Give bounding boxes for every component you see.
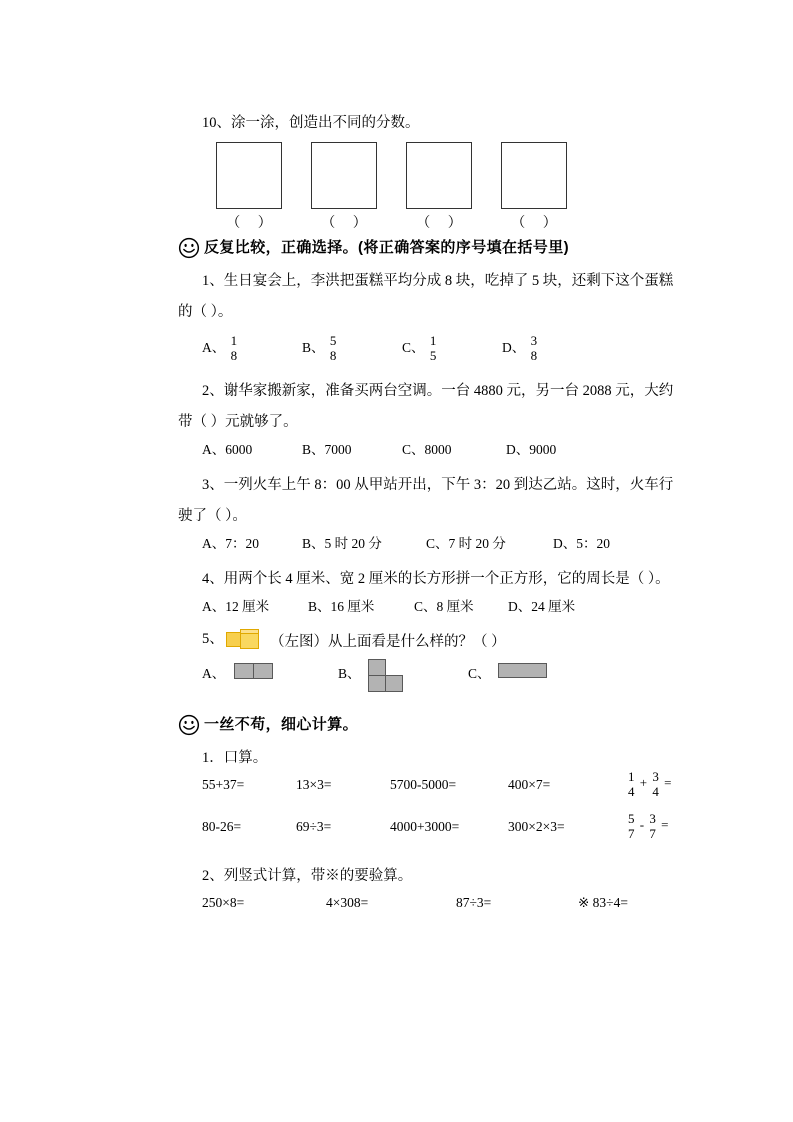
option-a-value: 12 厘米	[225, 599, 270, 614]
oral-item-2-4[interactable]: 300×2×3=	[508, 819, 565, 834]
shade-box-3-answer[interactable]: （ ）	[416, 216, 469, 231]
oral-item-1-3[interactable]: 5700-5000=	[390, 777, 457, 792]
oral-item-1-1[interactable]: 55+37=	[202, 777, 245, 792]
vertical-item-4[interactable]: ※ 83÷4=	[578, 895, 628, 910]
option-b-fraction	[330, 333, 337, 363]
oral-item-2-2[interactable]: 69÷3=	[296, 819, 332, 834]
shade-box-1-answer[interactable]: （ ）	[226, 216, 279, 231]
choice-section-title: 反复比较，正确选择。(将正确答案的序号填在括号里)	[204, 239, 569, 256]
option-d-letter: D、	[553, 536, 577, 551]
option-d-letter: D、	[506, 442, 530, 457]
question-3-option-d[interactable]	[553, 532, 610, 552]
yellow-block-shape-icon	[226, 629, 260, 651]
question-2-line-2[interactable]: 带（ ）元就够了。	[178, 414, 298, 430]
shade-box-3[interactable]	[406, 142, 472, 209]
oral-item-1-5-fraction-expression[interactable]	[626, 769, 671, 799]
option-d-numerator: 3	[530, 333, 538, 348]
oral-item-2-1[interactable]: 80-26=	[202, 819, 242, 834]
expr-2-equals: =	[661, 816, 669, 832]
option-a-letter: A、	[202, 536, 226, 551]
question-2-text: 谢华家搬新家，准备买两台空调。一台 4880 元，另一台 2088 元，大约	[223, 383, 674, 399]
vertical-calc-subheading: 2、列竖式计算，带※的要验算。	[202, 868, 413, 884]
question-1-option-d[interactable]	[502, 334, 539, 364]
option-b-value: 5 时 20 分	[324, 536, 382, 551]
smiley-face-icon	[178, 237, 200, 259]
question-10-title: 10、涂一涂，创造出不同的分数。	[202, 115, 420, 131]
oral-item-2-3[interactable]: 4000+3000=	[390, 819, 460, 834]
option-a-denominator: 8	[230, 348, 238, 363]
question-10-box-row	[178, 142, 723, 231]
expr-1-equals: =	[664, 774, 672, 790]
option-c-value: 8 厘米	[436, 599, 474, 614]
question-2-option-b[interactable]	[302, 438, 352, 458]
oral-item-1-4[interactable]: 400×7=	[508, 777, 551, 792]
oral-item-2-5-fraction-expression[interactable]	[626, 811, 668, 841]
option-a-letter: A、	[202, 442, 226, 457]
expr-1-operator: +	[639, 774, 648, 790]
vertical-item-2[interactable]: 4×308=	[326, 895, 369, 910]
option-d-value: 5：20	[576, 536, 610, 551]
vertical-calc-row	[178, 891, 723, 927]
expr-2-b-numerator: 3	[649, 811, 656, 826]
oral-calc-row-1	[178, 769, 723, 815]
question-3-options	[178, 532, 723, 564]
expr-1-a-denominator: 4	[628, 784, 635, 799]
option-d-value: 9000	[529, 442, 557, 457]
question-3-text: 一列火车上午 8：00 从甲站开出，下午 3：20 到达乙站。这时，火车行	[223, 477, 674, 493]
question-3-number: 3、	[202, 477, 224, 493]
option-c-denominator: 5	[429, 348, 437, 363]
option-d-fraction	[531, 333, 538, 363]
question-4-option-a[interactable]	[202, 595, 269, 615]
option-b-letter: B、	[308, 599, 331, 614]
option-c-numerator: 1	[429, 333, 437, 348]
option-c-letter: C、	[414, 599, 437, 614]
vertical-item-1[interactable]: 250×8=	[202, 895, 245, 910]
question-5-option-c-letter: C、	[468, 666, 491, 681]
question-5-options	[178, 657, 723, 703]
expr-2-first-fraction	[628, 811, 635, 841]
question-4-option-d[interactable]	[508, 595, 575, 615]
expr-2-b-denominator: 7	[649, 826, 656, 841]
question-5-option-a-letter: A、	[202, 666, 226, 681]
option-a-fraction	[231, 333, 238, 363]
shade-box-2[interactable]	[311, 142, 377, 209]
question-4-text[interactable]: 用两个长 4 厘米、宽 2 厘米的长方形拼一个正方形，它的周长是（ ）。	[223, 571, 670, 587]
question-3-line-1	[178, 470, 723, 501]
expr-1-a-numerator: 1	[628, 769, 635, 784]
option-b-value: 16 厘米	[330, 599, 375, 614]
question-5-text[interactable]: （左图）从上面看是什么样的？（ ）	[270, 634, 506, 650]
shade-box-4[interactable]	[501, 142, 567, 209]
option-a-letter: A、	[202, 599, 226, 614]
option-c-letter: C、	[426, 536, 449, 551]
question-1-option-b[interactable]	[302, 334, 338, 364]
option-a-value: 6000	[225, 442, 253, 457]
question-4-option-c[interactable]	[414, 595, 474, 615]
expr-1-second-fraction	[652, 769, 659, 799]
option-c-letter: C、	[402, 442, 425, 457]
expr-1-b-numerator: 3	[652, 769, 659, 784]
calc-section-header	[178, 713, 723, 743]
option-c-letter: C、	[402, 340, 425, 356]
question-4-number: 4、	[202, 571, 224, 587]
question-2-option-d[interactable]	[506, 438, 556, 458]
question-5-line	[178, 627, 723, 657]
expr-2-second-fraction	[649, 811, 656, 841]
question-2-options	[178, 438, 723, 470]
expr-2-a-denominator: 7	[628, 826, 635, 841]
option-d-letter: D、	[508, 599, 532, 614]
option-d-denominator: 8	[530, 348, 538, 363]
question-3-line-2[interactable]: 驶了（ ）。	[178, 508, 247, 524]
shade-box-4-answer[interactable]: （ ）	[511, 216, 564, 231]
question-2-line-1	[178, 376, 723, 407]
worksheet-content	[178, 110, 723, 927]
option-c-value: 7 时 20 分	[448, 536, 506, 551]
expr-1-first-fraction	[628, 769, 635, 799]
question-4-options	[178, 595, 723, 627]
expr-1-b-denominator: 4	[652, 784, 659, 799]
question-5-number: 5、	[202, 631, 224, 647]
question-2-option-c[interactable]	[402, 438, 452, 458]
question-1-number: 1、	[202, 273, 224, 289]
choice-section-header	[178, 236, 723, 266]
option-a-numerator: 1	[230, 333, 238, 348]
option-b-numerator: 5	[329, 333, 337, 348]
oral-calc-subheading: 1．口算。	[202, 750, 268, 766]
option-d-letter: D、	[502, 340, 526, 356]
shade-box-1[interactable]	[216, 142, 282, 209]
option-b-denominator: 8	[329, 348, 337, 363]
option-b-letter: B、	[302, 340, 325, 356]
question-2-option-a[interactable]	[202, 438, 252, 458]
question-1-option-a[interactable]	[202, 334, 239, 364]
vertical-item-3[interactable]: 87÷3=	[456, 895, 492, 910]
option-c-value: 8000	[424, 442, 452, 457]
question-3-option-c[interactable]	[426, 532, 506, 552]
option-b-letter: B、	[302, 442, 325, 457]
question-2-number: 2、	[202, 383, 224, 399]
question-1-line-2[interactable]: 的（ ）。	[178, 304, 233, 320]
oral-calc-row-2	[178, 811, 723, 857]
question-3-option-a[interactable]	[202, 532, 259, 552]
option-b-letter: B、	[302, 536, 325, 551]
option-d-value: 24 厘米	[531, 599, 576, 614]
question-4-option-b[interactable]	[308, 595, 374, 615]
shade-box-2-answer[interactable]: （ ）	[321, 216, 374, 231]
question-1-option-c[interactable]	[402, 334, 438, 364]
question-4-line-1	[178, 564, 723, 595]
option-a-letter: A、	[202, 340, 226, 356]
option-a-value: 7：20	[225, 536, 259, 551]
question-1-line-1	[178, 266, 723, 297]
question-3-option-b[interactable]	[302, 532, 382, 552]
expr-2-operator: -	[639, 816, 645, 832]
question-1-options	[178, 328, 723, 376]
question-1-text: 生日宴会上，李洪把蛋糕平均分成 8 块，吃掉了 5 块，还剩下这个蛋糕	[223, 273, 674, 289]
option-b-value: 7000	[324, 442, 352, 457]
expr-2-a-numerator: 5	[628, 811, 635, 826]
smiley-face-icon	[178, 714, 200, 736]
oral-item-1-2[interactable]: 13×3=	[296, 777, 332, 792]
question-5-option-b-letter: B、	[338, 666, 361, 681]
calc-section-title: 一丝不苟，细心计算。	[204, 716, 359, 733]
option-c-fraction	[430, 333, 437, 363]
